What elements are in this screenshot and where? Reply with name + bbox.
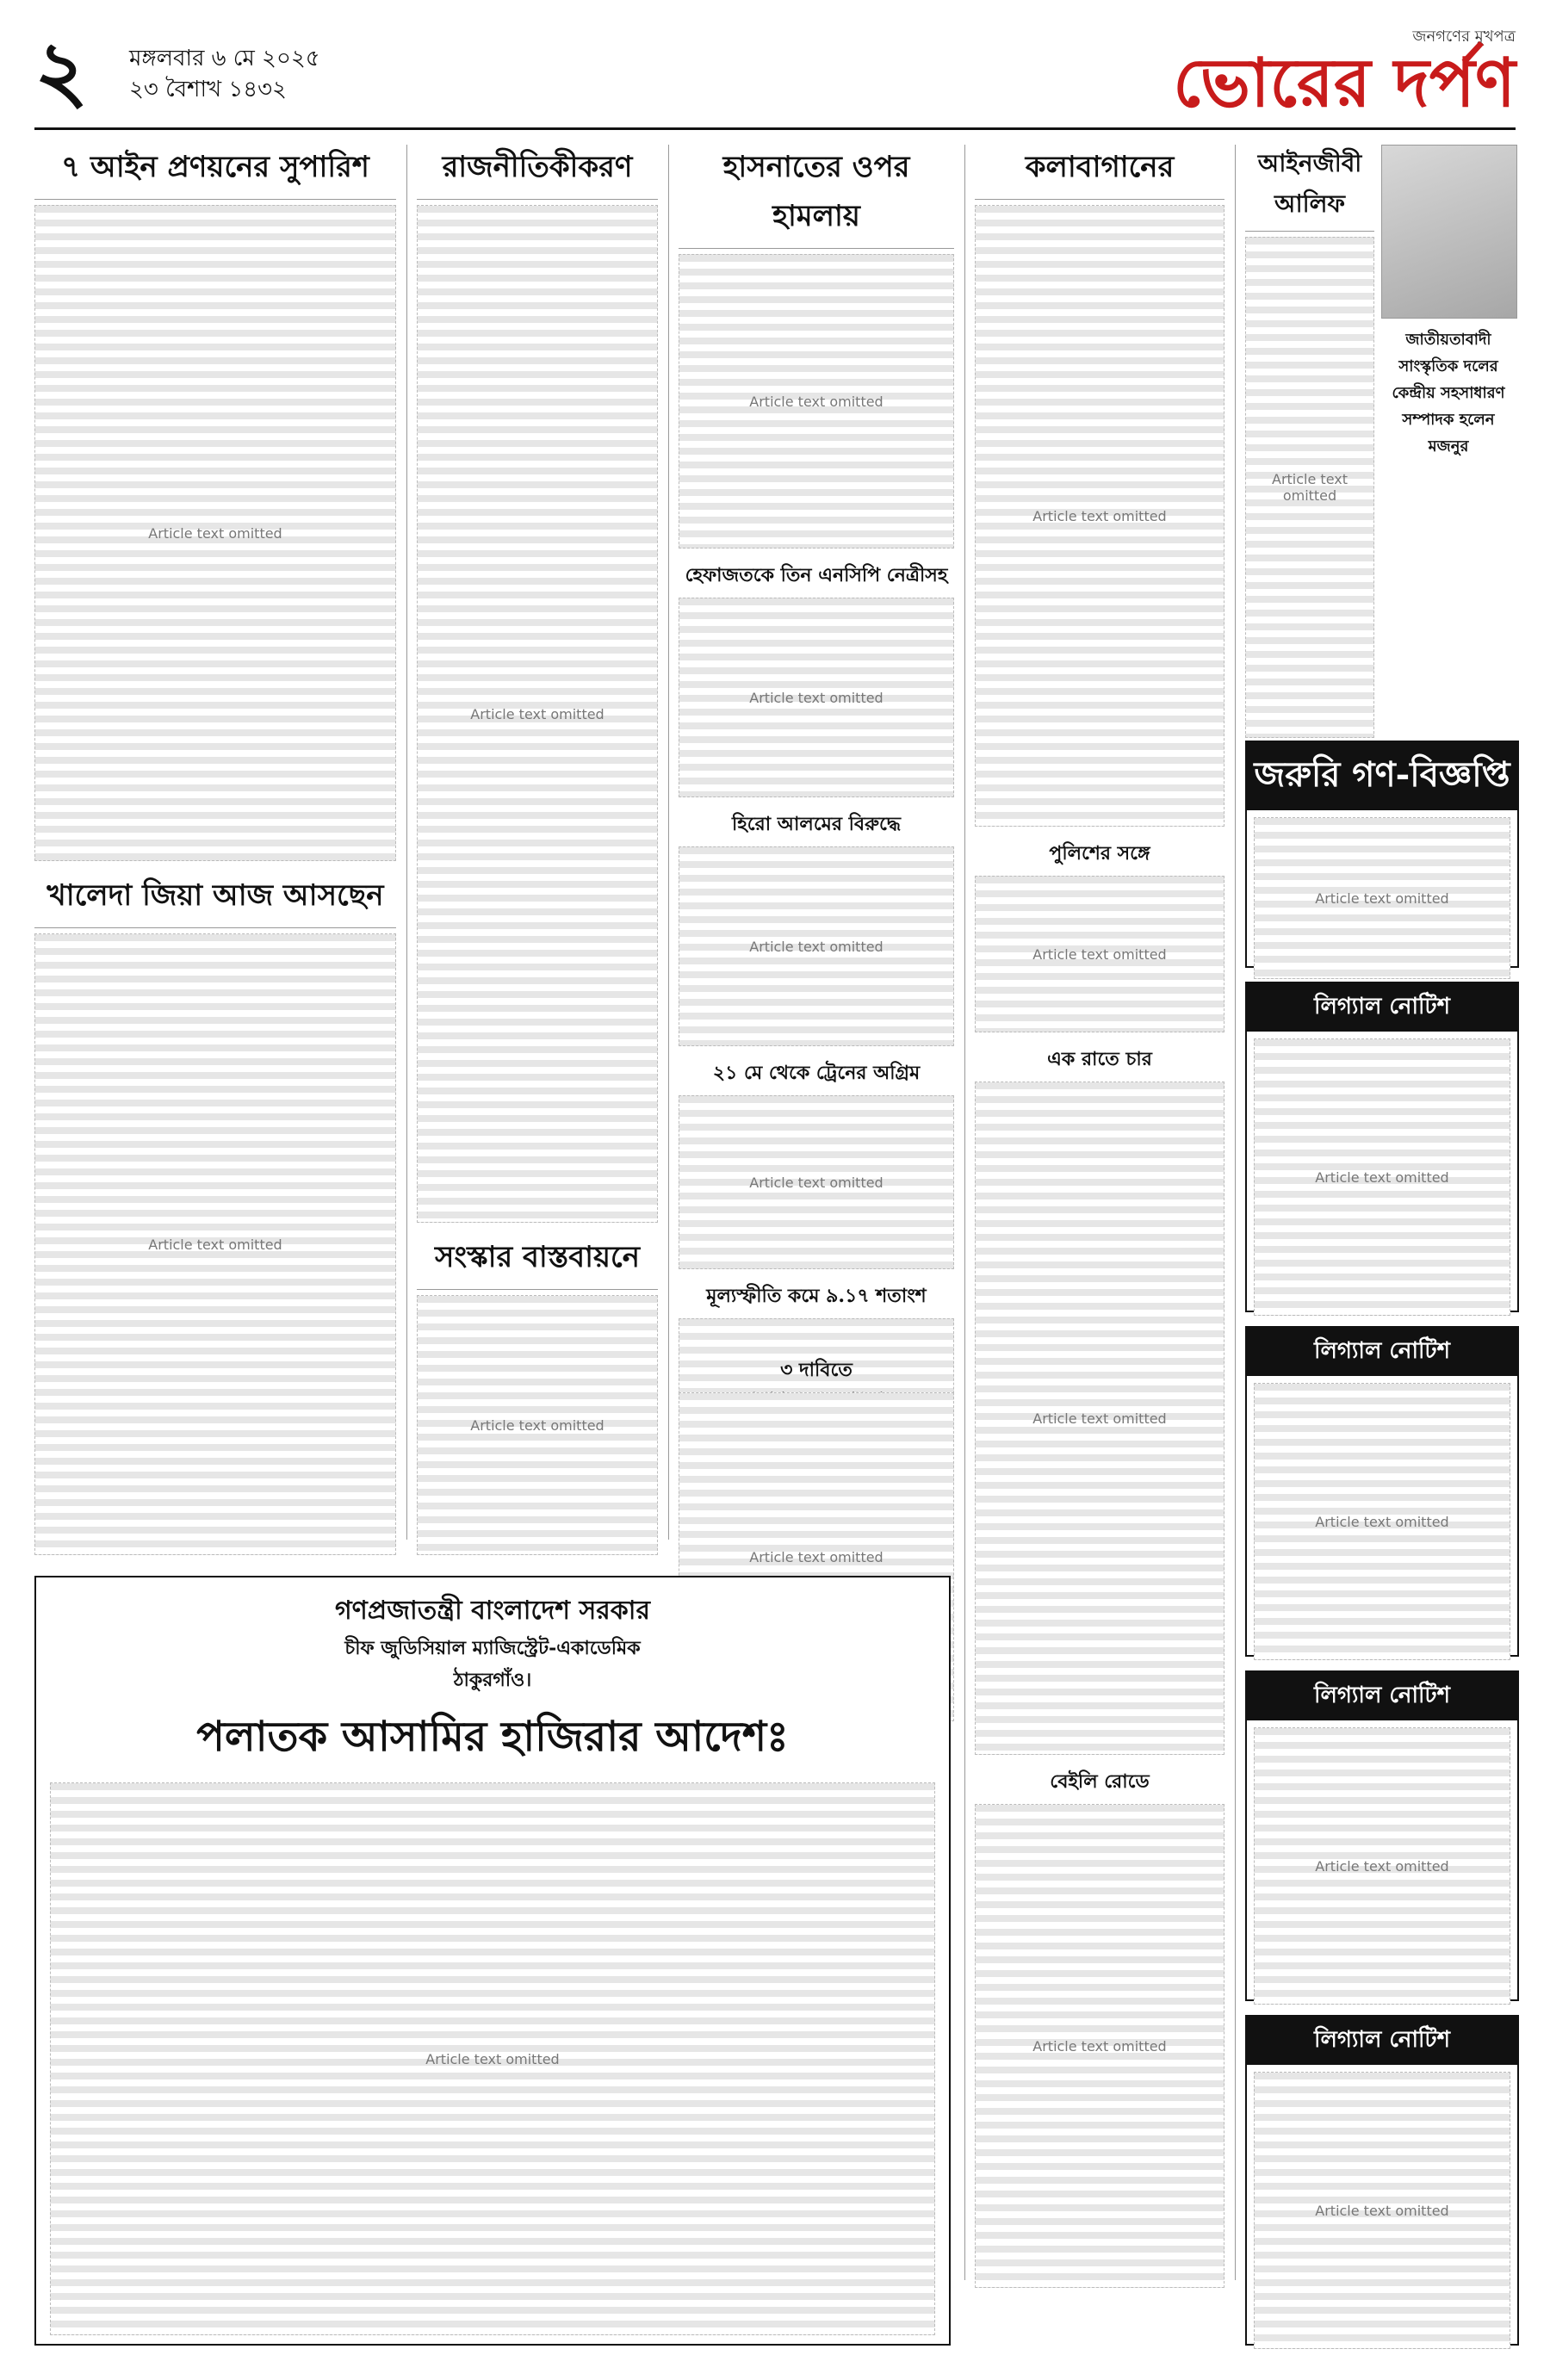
headline: ৩ দাবিতে — [780, 1359, 852, 1381]
column-2 — [417, 145, 658, 1555]
notice-body-placeholder: Article text omitted — [1254, 1727, 1510, 2005]
column-divider — [1235, 145, 1236, 2280]
article-body-placeholder: Article text omitted — [679, 254, 954, 549]
article-body-placeholder: Article text omitted — [679, 1392, 954, 1721]
legal-notice-title: লিগ্যাল নোটিশ — [1247, 983, 1517, 1032]
urgent-notice — [1245, 741, 1519, 968]
column-divider — [964, 145, 965, 2280]
headline: খালেদা জিয়া আজ আসছেন — [34, 873, 396, 928]
article-body-placeholder: Article text omitted — [417, 1295, 658, 1555]
notice-body-placeholder: Article text omitted — [1254, 1383, 1510, 1660]
headline: রাজনীতিকীকরণ — [417, 145, 658, 200]
column-divider — [668, 145, 669, 1540]
column-5 — [1245, 145, 1374, 738]
legal-notice-title: লিগ্যাল নোটিশ — [1247, 1672, 1517, 1720]
gregorian-date: মঙ্গলবার ৬ মে ২০২৫ — [129, 46, 320, 71]
headline: হিরো আলমের বিরুদ্ধে — [731, 813, 902, 835]
urgent-notice-title: জরুরি গণ-বিজ্ঞপ্তি — [1247, 742, 1517, 810]
article-body-placeholder: Article text omitted — [34, 205, 396, 861]
article-body-placeholder: Article text omitted — [679, 598, 954, 797]
headline: আইনজীবী আলিফ — [1245, 145, 1374, 232]
article-body-placeholder: Article text omitted — [1245, 237, 1374, 738]
column-4 — [975, 145, 1224, 2288]
article-body-placeholder: Article text omitted — [679, 846, 954, 1046]
date-block — [129, 43, 320, 105]
legal-notice — [1245, 1670, 1519, 2001]
article-body-placeholder: Article text omitted — [34, 933, 396, 1555]
legal-notice-title: লিগ্যাল নোটিশ — [1247, 2017, 1517, 2065]
headline: বেইলি রোডে — [1050, 1770, 1150, 1793]
page-number: ২ — [34, 22, 89, 120]
court-place: ঠাকুরগাঁও। — [453, 1669, 532, 1691]
column-3 — [679, 145, 954, 1475]
headline: ৭ আইন প্রণয়নের সুপারিশ — [34, 145, 396, 200]
legal-notice — [1245, 2015, 1519, 2346]
masthead-tagline: জনগণের মুখপত্র — [1412, 28, 1516, 46]
court-order-notice — [34, 1576, 951, 2346]
article-body-placeholder: Article text omitted — [975, 1804, 1224, 2288]
column-divider — [406, 145, 407, 1540]
photo-caption: জাতীয়তাবাদী সাংস্কৃতিক দলের কেন্দ্রীয় সহসাধারণ সম্পাদক হলেন মজনুর — [1392, 331, 1505, 456]
legal-notice — [1245, 1326, 1519, 1657]
column-1 — [34, 145, 396, 1555]
masthead: ভোরের দর্পণ — [1173, 44, 1516, 122]
article-body-placeholder: Article text omitted — [975, 205, 1224, 827]
article-body-placeholder: Article text omitted — [975, 1082, 1224, 1755]
court-order-body-placeholder: Article text omitted — [50, 1782, 935, 2335]
headline: কলাবাগানের — [975, 145, 1224, 200]
article-body-placeholder: Article text omitted — [417, 205, 658, 1223]
portrait-photo — [1381, 145, 1517, 319]
headline: সংস্কার বাস্তবায়নে — [417, 1235, 658, 1290]
bengali-date: ২৩ বৈশাখ ১৪৩২ — [129, 77, 287, 102]
notice-body-placeholder: Article text omitted — [1254, 2072, 1510, 2349]
headline: এক রাতে চার — [1047, 1048, 1152, 1070]
notice-body-placeholder: Article text omitted — [1254, 1038, 1510, 1316]
headline: হেফাজতকে তিন এনসিপি নেত্রীসহ — [685, 564, 948, 586]
headline: মূল্যস্ফীতি কমে ৯.১৭ শতাংশ — [706, 1285, 927, 1307]
article-body-placeholder: Article text omitted — [975, 876, 1224, 1032]
legal-notice — [1245, 982, 1519, 1312]
headline: ২১ মে থেকে ট্রেনের অগ্রিম — [712, 1062, 921, 1084]
court-order-title: পলাতক আসামির হাজিরার আদেশঃ — [196, 1713, 789, 1761]
notice-body-placeholder: Article text omitted — [1254, 817, 1510, 979]
headline: হাসনাতের ওপর হামলায় — [679, 145, 954, 249]
article-body-placeholder: Article text omitted — [679, 1095, 954, 1269]
govt-header: গণপ্রজাতন্ত্রী বাংলাদেশ সরকার — [335, 1596, 650, 1626]
headline: পুলিশের সঙ্গে — [1049, 842, 1150, 865]
page-header — [34, 24, 1516, 130]
legal-notice-title: লিগ্যাল নোটিশ — [1247, 1328, 1517, 1376]
court-line: চীফ জুডিসিয়াল ম্যাজিস্ট্রেট-একাডেমিক — [344, 1637, 641, 1659]
